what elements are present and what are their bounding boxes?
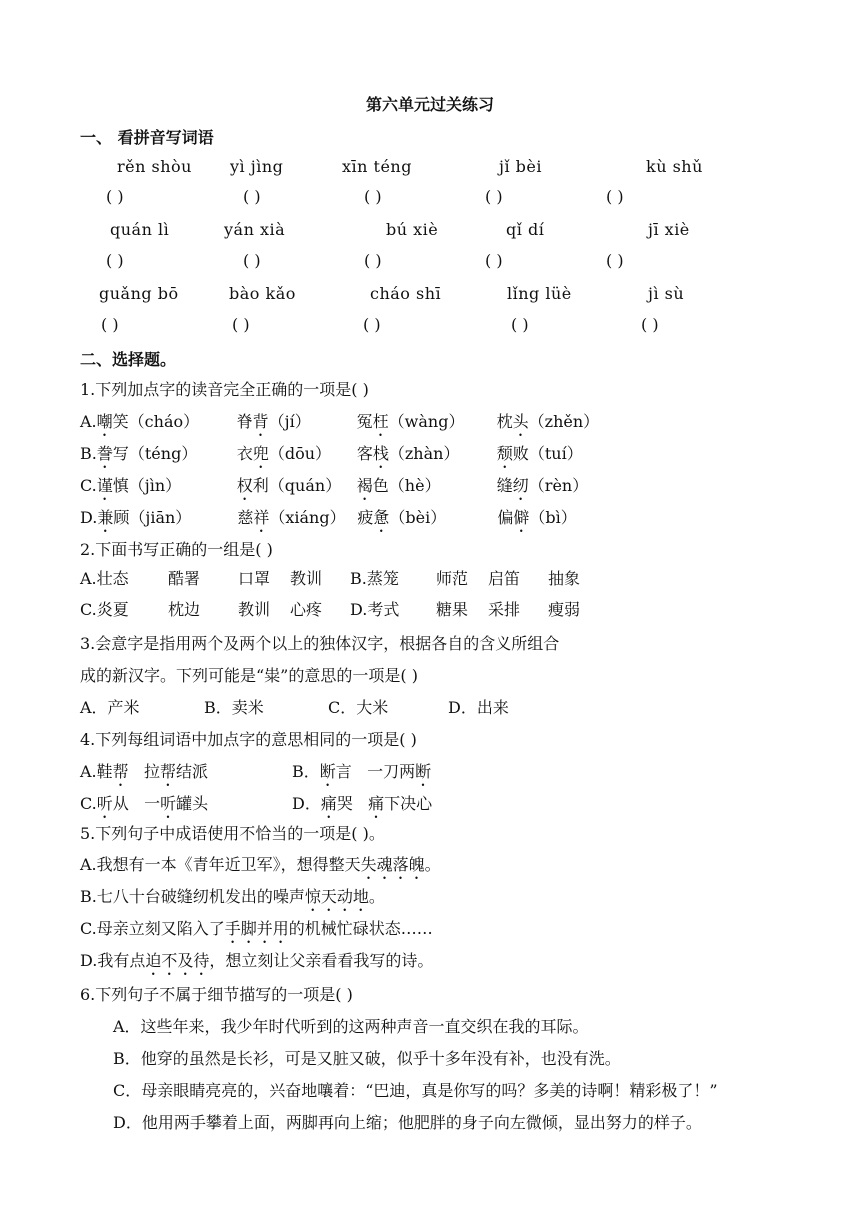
dotted-char: 头 [512, 412, 529, 431]
dotted-char: 断 [415, 762, 432, 781]
option: C．大米 [328, 698, 389, 717]
word: B.蒸笼 [350, 569, 399, 588]
pinyin-3-3: cháo shī [370, 284, 442, 303]
dotted-char: 断 [319, 762, 336, 781]
q2-line-2 [80, 597, 580, 620]
word-char: 一 [144, 794, 161, 813]
pinyin: （bèi） [389, 508, 447, 527]
word-char: 写 [112, 444, 129, 463]
pinyin: （jí） [268, 412, 311, 431]
pinyin: （dōu） [268, 444, 332, 463]
sentence-text: B.七八十台破缝纫机发出的噪声 [80, 887, 305, 906]
word: 教训 [290, 569, 323, 588]
q4-options-cd [80, 791, 432, 822]
word: D.考式 [350, 600, 400, 619]
dotted-char: 兜 [252, 444, 269, 463]
q6-option-c: C．母亲眼睛亮亮的，兴奋地嚷着：“巴迪，真是你写的吗？多美的诗啊！精彩极了！” [113, 1081, 718, 1100]
dotted-char: 痛 [320, 794, 337, 813]
word: 瘦弱 [548, 600, 581, 619]
word: 抽象 [548, 569, 581, 588]
word-char: 从 [112, 794, 129, 813]
pinyin: （jìn） [128, 476, 182, 495]
option: D．出来 [448, 698, 509, 717]
dotted-char: 僻 [513, 508, 530, 527]
dotted-char: 褐 [356, 476, 373, 495]
word-char: 结派 [175, 762, 208, 781]
section2-heading: 二、选择题。 [80, 350, 177, 369]
word-char: 枕 [496, 412, 513, 431]
answer-blank[interactable]: ( ) [641, 315, 659, 334]
answer-blank[interactable]: ( ) [606, 251, 624, 270]
word: A.壮态 [80, 569, 129, 588]
answer-blank[interactable]: ( ) [232, 315, 250, 334]
word-char: 鞋 [96, 762, 113, 781]
pinyin: （zhěn） [528, 412, 600, 431]
pinyin: （téng） [128, 444, 198, 463]
answer-blank[interactable]: ( ) [485, 187, 503, 206]
pinyin-1-5: kù shǔ [646, 157, 703, 176]
word-char: 顾 [113, 508, 130, 527]
answer-blank[interactable]: ( ) [101, 315, 119, 334]
answer-blank[interactable]: ( ) [511, 315, 529, 334]
q5-option-c [80, 916, 433, 947]
word-char: 罐头 [176, 794, 209, 813]
answer-blank[interactable]: ( ) [364, 251, 382, 270]
dotted-char: 颓 [496, 444, 513, 463]
sentence-text: ，想立刻让父亲看看我写的诗。 [209, 951, 434, 970]
dotted-idiom: 失魂落魄 [360, 855, 425, 874]
word-char: 偏 [497, 508, 514, 527]
word-char: 一刀两 [367, 762, 416, 781]
q1-stem: 1.下列加点字的读音完全正确的一项是( ) [80, 380, 369, 399]
dotted-char: 纫 [512, 476, 529, 495]
q2-stem: 2.下面书写正确的一组是( ) [80, 540, 273, 559]
option-letter: B． [292, 762, 320, 781]
section1-heading: 一、 看拼音写词语 [80, 128, 214, 147]
sentence-text: 的机械忙碌状态…… [288, 919, 433, 938]
q2-line-1 [80, 566, 580, 589]
pinyin: （zhàn） [388, 444, 460, 463]
word-char: 慎 [112, 476, 129, 495]
word-char: 下决心 [384, 794, 433, 813]
dotted-idiom: 惊天动地 [304, 887, 369, 906]
dotted-char: 嘲 [96, 412, 113, 431]
dotted-char: 听 [96, 794, 113, 813]
pinyin-2-1: quán lì [110, 220, 170, 239]
option: B．卖米 [204, 698, 264, 717]
q1-option-d [80, 505, 577, 536]
q6-stem: 6.下列句子不属于细节描写的一项是( ) [80, 985, 353, 1004]
pinyin: （hè） [388, 476, 441, 495]
word: 糖果 [436, 600, 469, 619]
q5-option-a [80, 852, 441, 883]
answer-blank[interactable]: ( ) [243, 187, 261, 206]
option-letter: A. [80, 412, 97, 431]
pinyin-2-3: bú xiè [386, 220, 439, 239]
option-letter: D． [292, 794, 321, 813]
answer-blank[interactable]: ( ) [106, 251, 124, 270]
answer-blank[interactable]: ( ) [243, 251, 261, 270]
option-letter: B. [80, 444, 97, 463]
pinyin-1-1: rěn shòu [117, 157, 192, 176]
option-letter: C. [80, 794, 97, 813]
pinyin-1-4: jǐ bèi [499, 157, 542, 176]
word-char: 言 [335, 762, 352, 781]
pinyin-1-2: yì jìng [230, 157, 284, 176]
pinyin: （rèn） [528, 476, 589, 495]
dotted-char: 听 [160, 794, 177, 813]
pinyin-1-3: xīn téng [342, 157, 412, 176]
q4-options-ab [80, 759, 431, 790]
word: 师范 [436, 569, 469, 588]
word: C.炎夏 [80, 600, 129, 619]
dotted-char: 帮 [112, 762, 129, 781]
word-char: 冤 [356, 412, 373, 431]
pinyin-2-4: qǐ dí [506, 220, 545, 239]
sentence-text: C.母亲立刻又陷入了 [80, 919, 225, 938]
word: 口罩 [238, 569, 271, 588]
dotted-char: 祥 [253, 508, 270, 527]
word-char: 慈 [237, 508, 254, 527]
answer-blank[interactable]: ( ) [363, 315, 381, 334]
dotted-char: 兼 [97, 508, 114, 527]
dotted-char: 谨 [96, 476, 113, 495]
q5-option-b [80, 884, 385, 915]
q3-stem-1: 3.会意字是指用两个及两个以上的独体汉字，根据各自的含义所组合 [80, 634, 560, 653]
q4-stem: 4.下列每组词语中加点字的意思相同的一项是( ) [80, 730, 417, 749]
word-char: 哭 [336, 794, 353, 813]
word: 酷署 [168, 569, 201, 588]
dotted-char: 惫 [373, 508, 390, 527]
sentence-text: 。 [424, 855, 441, 874]
q6-option-d: D．他用两手攀着上面，两脚再向上缩；他肥胖的身子向左微倾，显出努力的样子。 [113, 1113, 702, 1132]
pinyin: （cháo） [128, 412, 200, 431]
dotted-char: 帮 [159, 762, 176, 781]
word: 启笛 [488, 569, 521, 588]
word-char: 脊 [236, 412, 253, 431]
sentence-text: D.我有点 [80, 951, 146, 970]
page-title: 第六单元过关练习 [365, 95, 494, 114]
word-char: 笑 [112, 412, 129, 431]
q3-stem-2: 成的新汉字。下列可能是“粜”的意思的一项是( ) [80, 666, 418, 685]
pinyin-3-4: lǐng lüè [507, 284, 572, 303]
dotted-char: 栈 [372, 444, 389, 463]
option-letter: C. [80, 476, 97, 495]
answer-blank[interactable]: ( ) [106, 187, 124, 206]
pinyin-2-5: jī xiè [648, 220, 690, 239]
pinyin: （quán） [268, 476, 342, 495]
dotted-idiom: 手脚并用 [224, 919, 289, 938]
dotted-char: 誊 [96, 444, 113, 463]
answer-blank[interactable]: ( ) [485, 251, 503, 270]
q1-option-b [80, 441, 583, 472]
word-char: 衣 [236, 444, 253, 463]
word-char: 疲 [357, 508, 374, 527]
word-char: 败 [512, 444, 529, 463]
word-char: 客 [356, 444, 373, 463]
q1-option-a [80, 409, 599, 440]
q1-option-c [80, 473, 588, 504]
sentence-text: A.我想有一本《青年近卫军》，想得整天 [80, 855, 361, 874]
sentence-text: 。 [368, 887, 385, 906]
q6-option-a: A．这些年来，我少年时代听到的这两种声音一直交织在我的耳际。 [113, 1017, 589, 1036]
dotted-char: 背 [252, 412, 269, 431]
word: 教训 [238, 600, 271, 619]
word-char: 拉 [143, 762, 160, 781]
dotted-idiom: 迫不及待 [145, 951, 210, 970]
pinyin-3-5: jì sù [648, 284, 685, 303]
option-letter: D. [80, 508, 98, 527]
pinyin-2-2: yán xià [224, 220, 286, 239]
word-char: 色 [372, 476, 389, 495]
pinyin: （tuí） [528, 444, 583, 463]
q5-option-d [80, 948, 433, 979]
word: 枕边 [168, 600, 201, 619]
word-char: 利 [252, 476, 269, 495]
option-letter: A. [80, 762, 97, 781]
dotted-char: 枉 [372, 412, 389, 431]
q3-options [80, 695, 509, 718]
option: A．产米 [80, 698, 140, 717]
dotted-char: 痛 [368, 794, 385, 813]
pinyin-3-2: bào kǎo [229, 284, 296, 303]
pinyin: （bì） [529, 508, 577, 527]
word: 采排 [488, 600, 521, 619]
dotted-char: 权 [236, 476, 253, 495]
answer-blank[interactable]: ( ) [364, 187, 382, 206]
word-char: 缝 [496, 476, 513, 495]
pinyin: （wàng） [388, 412, 465, 431]
pinyin: （xiáng） [269, 508, 346, 527]
word: 心疼 [290, 600, 323, 619]
q5-stem: 5.下列句子中成语使用不恰当的一项是( )。 [80, 824, 385, 843]
pinyin: （jiān） [129, 508, 192, 527]
q6-option-b: B．他穿的虽然是长衫，可是又脏又破，似乎十多年没有补，也没有洗。 [113, 1049, 621, 1068]
answer-blank[interactable]: ( ) [606, 187, 624, 206]
pinyin-3-1: guǎng bō [99, 284, 179, 303]
